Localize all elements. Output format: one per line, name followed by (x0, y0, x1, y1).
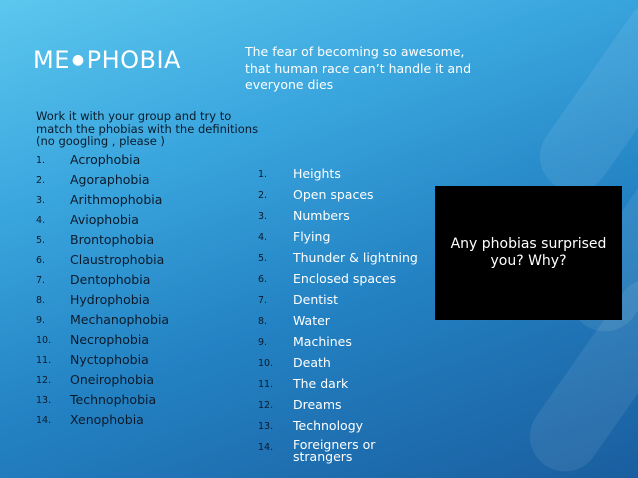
question-text: Any phobias surprised you? Why? (450, 236, 607, 269)
title-dot: ● (71, 52, 85, 68)
mephobia-definition: The fear of becoming so awesome, that human race can’t handle it and everyone dies (245, 44, 472, 92)
title-part-phobia: PHOBIA (86, 46, 181, 74)
title-part-me: ME (33, 46, 70, 74)
instructions-text: Work it with your group and try to match the phobias with the definitions (no googling , please ) (36, 109, 259, 148)
slide-title (33, 46, 181, 74)
question-box (435, 186, 622, 320)
